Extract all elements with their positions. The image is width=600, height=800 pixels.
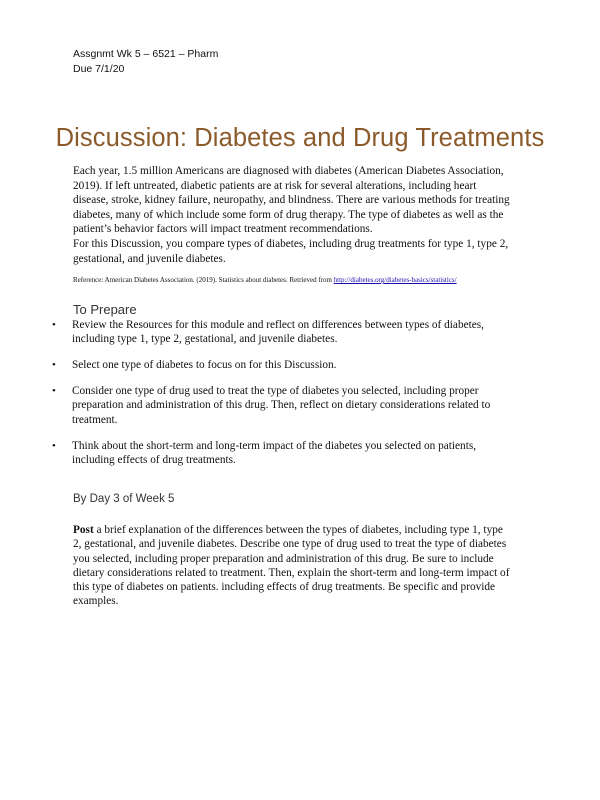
post-line: examples. [73, 595, 119, 608]
by-day-heading: By Day 3 of Week 5 [73, 493, 175, 505]
list-item-line: treatment. [72, 413, 118, 426]
list-item-text [72, 358, 336, 372]
list-item-line: including effects of drug treatments. [72, 454, 236, 467]
post-first-line: a brief explanation of the differences between the types of diabetes, including type 1, type [93, 524, 503, 536]
list-item-line: Think about the short-term and long-term impact of the diabetes you selected on patients, [72, 440, 477, 452]
intro-line: disease, stroke, kidney failure, neuropathy, and blindness. There are various methods for treating [73, 194, 510, 207]
list-item-line: Review the Resources for this module and reflect on differences between types of diabetes, [72, 319, 484, 331]
intro-line: patient’s behavior factors will impact treatment recommendations. [73, 223, 373, 236]
post-line: you selected, including proper preparation and administration of this drug. Be sure to include [73, 552, 494, 565]
page-title: Discussion: Diabetes and Drug Treatments [55, 124, 545, 152]
list-item-line: Consider one type of drug used to treat the type of diabetes you selected, including proper [72, 385, 479, 397]
post-line: dietary considerations related to treatment. Then, explain the short-term and long-term impact of [73, 566, 510, 579]
bullet-icon: • [52, 319, 56, 331]
list-item-line: preparation and administration of this drug. Then, reflect on dietary considerations related to [72, 399, 491, 412]
list-item-text [72, 439, 476, 468]
due-date-line: Due 7/1/20 [73, 63, 125, 75]
post-line [73, 523, 543, 537]
list-item-line: Select one type of diabetes to focus on for this Discussion. [72, 359, 337, 371]
reference-line [73, 276, 457, 285]
to-prepare-heading: To Prepare [73, 302, 137, 317]
assignment-header [73, 47, 218, 77]
post-instructions [73, 523, 543, 609]
intro-line: Each year, 1.5 million Americans are diagnosed with diabetes (American Diabetes Association, [73, 165, 504, 177]
list-item-line: including type 1, type 2, gestational, and juvenile diabetes. [72, 333, 338, 346]
post-label: Post [73, 524, 94, 536]
course-line: Assgnmt Wk 5 – 6521 – Pharm [73, 48, 219, 60]
list-item-text [72, 384, 490, 427]
reference-link[interactable]: http://diabetes.org/diabetes-basics/statistics/ [333, 276, 457, 284]
post-line: this type of diabetes on patients. including effects of drug treatments. Be specific and provide [73, 581, 496, 594]
intro-line: gestational, and juvenile diabetes. [73, 252, 226, 265]
reference-text: Reference: American Diabetes Association. (2019). Statistics about diabetes. Retrieved from [73, 276, 334, 284]
bullet-icon: • [52, 440, 56, 452]
intro-line: 2019). If left untreated, diabetic patients are at risk for several alterations, including heart [73, 179, 477, 192]
intro-line: For this Discussion, you compare types of diabetes, including drug treatments for type 1, type 2, [73, 237, 509, 250]
list-item-text [72, 318, 484, 347]
bullet-icon: • [52, 359, 56, 371]
intro-paragraph [73, 164, 543, 266]
post-line: 2, gestational, and juvenile diabetes. Describe one type of drug used to treat the type of diabetes [73, 538, 507, 551]
intro-line: diabetes, many of which include some form of drug therapy. The type of diabetes as well as the [73, 208, 504, 221]
bullet-icon: • [52, 385, 56, 397]
